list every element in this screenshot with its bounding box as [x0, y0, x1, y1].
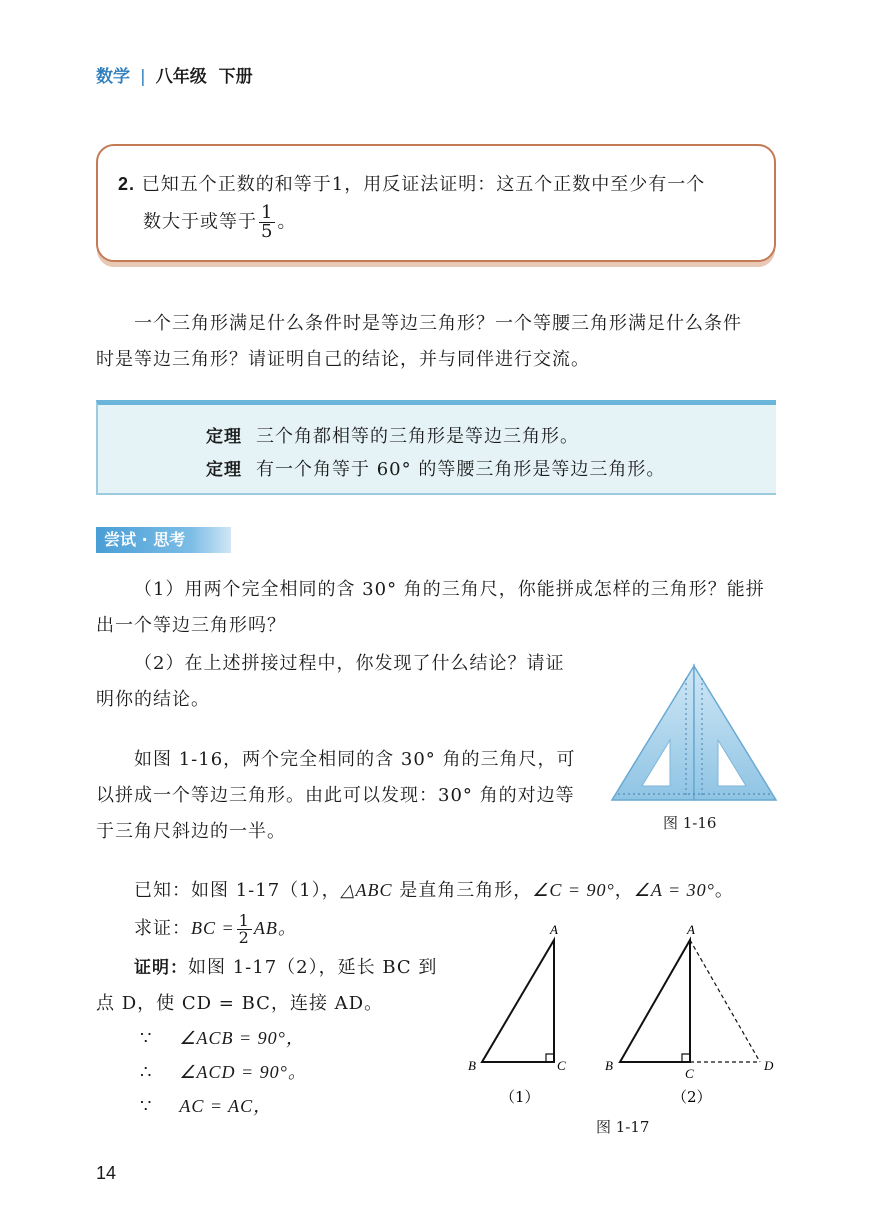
label-d-right: D	[764, 1058, 774, 1073]
proof-line-2: 点 D，使 CD = BC，连接 AD。	[96, 993, 384, 1014]
header-grade: 八年级	[155, 67, 207, 87]
question-line-2: 时是等边三角形？请证明自己的结论，并与同伴进行交流。	[96, 349, 590, 370]
theorem-1	[206, 422, 579, 448]
label-b-right: B	[605, 1058, 613, 1073]
given-separator: ，	[614, 880, 634, 901]
subfigure-1-label: （1）	[500, 1088, 540, 1106]
header-separator: |	[140, 67, 146, 87]
prove-fraction	[237, 910, 252, 947]
header-subject: 数学	[96, 67, 130, 87]
prove-rhs: AB。	[253, 918, 297, 938]
set-squares-illustration	[608, 662, 778, 804]
proof-label: 证明：	[134, 958, 188, 978]
label-a-left: A	[550, 922, 558, 937]
given-end: 。	[714, 880, 734, 901]
prove-denominator: 2	[238, 927, 250, 947]
page-header	[96, 62, 253, 87]
proof-step-2	[140, 1054, 307, 1091]
given-mid: 是直角三角形，	[392, 880, 533, 901]
fraction-numerator: 1	[261, 202, 274, 223]
theorem-1-label: 定理	[206, 427, 242, 447]
label-b-left: B	[468, 1058, 476, 1073]
therefore-symbol: ∴	[140, 1062, 153, 1083]
proof-line-1	[134, 950, 437, 986]
exercise-line-2	[143, 204, 296, 241]
step-3-text: AC = AC，	[179, 1096, 273, 1116]
given-angle-c: ∠C = 90°	[532, 880, 615, 900]
fraction-denominator: 5	[261, 221, 274, 242]
label-c-right: C	[685, 1066, 694, 1081]
exercise-number: 2.	[118, 174, 136, 194]
try-q1-line-2: 出一个等边三角形吗？	[96, 615, 286, 636]
exercise-text-2: 数大于或等于	[143, 211, 257, 233]
step-1-text: ∠ACB = 90°，	[179, 1028, 305, 1048]
exercise-fraction	[259, 204, 275, 241]
triangle-abd-right	[605, 922, 774, 1106]
prove-lhs: BC =	[191, 918, 235, 938]
given-prefix: 已知：如图 1-17（1），	[134, 880, 341, 901]
prove-label: 求证：	[134, 918, 191, 939]
proof-step-1	[140, 1020, 305, 1057]
figure-1-17-caption: 图 1-17	[596, 1118, 650, 1136]
question-line-1: 一个三角形满足什么条件时是等边三角形？一个等腰三角形满足什么条件	[134, 313, 742, 334]
try-q2-line-2: 明你的结论。	[96, 689, 210, 710]
label-c-left: C	[557, 1058, 566, 1073]
label-a-right: A	[687, 922, 695, 937]
theorem-2-text: 有一个角等于 60° 的等腰三角形是等边三角形。	[256, 459, 666, 480]
theorem-2	[206, 455, 665, 481]
prove-statement	[134, 910, 297, 947]
discovery-line-2: 以拼成一个等边三角形。由此可以发现：30° 角的对边等	[96, 785, 575, 806]
triangle-abc-left	[468, 922, 566, 1106]
exercise-text-1: 已知五个正数的和等于1，用反证法证明：这五个正数中至少有一个	[141, 174, 706, 195]
try-q2-line-1: （2）在上述拼接过程中，你发现了什么结论？请证	[134, 653, 565, 674]
theorem-1-text: 三个角都相等的三角形是等边三角形。	[256, 426, 579, 447]
discovery-line-3: 于三角尺斜边的一半。	[96, 821, 286, 842]
prove-numerator: 1	[238, 910, 250, 930]
discovery-line-1: 如图 1-16，两个完全相同的含 30° 角的三角尺，可	[134, 749, 576, 770]
header-volume: 下册	[218, 67, 253, 87]
because-symbol: ∵	[140, 1096, 153, 1117]
try-think-tag: 尝试 · 思考	[96, 527, 231, 553]
proof-text-1: 如图 1-17（2），延长 BC 到	[188, 957, 438, 978]
given-statement	[134, 872, 734, 909]
proof-step-3	[140, 1088, 272, 1125]
exercise-box	[96, 144, 776, 262]
given-angle-a: ∠A = 30°	[633, 880, 715, 900]
step-2-text: ∠ACD = 90°。	[179, 1062, 307, 1082]
try-q1-line-1: （1）用两个完全相同的含 30° 角的三角尺，你能拼成怎样的三角形？能拼	[134, 579, 765, 600]
exercise-line-1	[118, 170, 705, 196]
given-triangle: △ABC	[340, 880, 393, 900]
subfigure-2-label: （2）	[672, 1088, 712, 1106]
exercise-suffix: 。	[277, 211, 297, 233]
because-symbol: ∵	[140, 1028, 153, 1049]
page-number: 14	[96, 1163, 117, 1183]
figure-1-17	[460, 918, 780, 1118]
theorem-2-label: 定理	[206, 460, 242, 480]
figure-1-16-caption: 图 1-16	[663, 814, 717, 832]
